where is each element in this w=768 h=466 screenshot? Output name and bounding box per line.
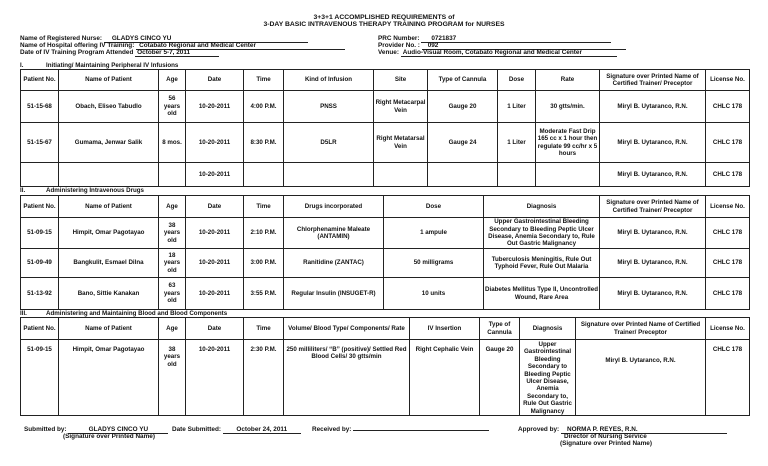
column-header: Type of Cannula xyxy=(428,70,498,91)
column-header: Signature over Printed Name of Certified Trainer/ Preceptor xyxy=(600,70,706,91)
table-cell: 8 mos. xyxy=(159,123,186,163)
table-cell: 2:30 P.M. xyxy=(244,340,284,416)
table-cell xyxy=(284,163,374,187)
table-cell: 1 Liter xyxy=(498,91,536,123)
table-cell: PNSS xyxy=(284,91,374,123)
table-cell: Obach, Eliseo Tabudlo xyxy=(59,91,159,123)
table-cell: 2:10 P.M. xyxy=(244,218,284,249)
table-row xyxy=(21,123,750,163)
training-date-value: October 5-7, 2011 xyxy=(135,49,219,57)
column-header: License No. xyxy=(706,318,750,340)
training-date-label: Date of IV Training Program Attended xyxy=(20,49,134,56)
approved-by-title: Director of Nursing Service xyxy=(564,433,647,440)
table-cell: 18 years old xyxy=(159,249,186,278)
table-row xyxy=(21,249,750,278)
column-header: Signature over Printed Name of Certified Trainer/ Preceptor xyxy=(600,196,706,218)
table-cell: Regular Insulin (INSUGET-R) xyxy=(284,278,384,310)
column-header: Date xyxy=(186,196,244,218)
table-cell: Chlorphenamine Maleate (ANTAMIN) xyxy=(284,218,384,249)
venue-value: Audio-Visual Room, Cotabato Regional and Medical Center xyxy=(401,49,617,57)
section-3-label: Administering and Maintaining Blood and Blood Components xyxy=(46,310,228,317)
column-header: Kind of Infusion xyxy=(284,70,374,91)
hospital-label: Name of Hospital offering IV Training: xyxy=(20,42,135,49)
column-header: Patient No. xyxy=(21,318,59,340)
table-row xyxy=(21,340,750,416)
section-1-label: Initiating/ Maintaining Peripheral IV Infusions xyxy=(46,62,179,69)
table-cell: Right Metatarsal Vein xyxy=(374,123,428,163)
table-cell: 10-20-2011 xyxy=(186,249,244,278)
column-header: Time xyxy=(244,196,284,218)
column-header: Patient No. xyxy=(21,70,59,91)
table-cell: 38 years old xyxy=(159,340,186,416)
submitted-by-value: GLADYS CINCO YU xyxy=(68,426,168,434)
table-cell: CHLC 178 xyxy=(706,163,750,187)
column-header: Name of Patient xyxy=(59,318,159,340)
table-cell: CHLC 178 xyxy=(706,249,750,278)
column-header: Name of Patient xyxy=(59,70,159,91)
table-cell xyxy=(59,163,159,187)
column-header: Date xyxy=(186,318,244,340)
section-2-heading xyxy=(20,187,144,194)
table-cell: 56 years old xyxy=(159,91,186,123)
table-row xyxy=(21,91,750,123)
table-cell: 10-20-2011 xyxy=(186,340,244,416)
table-cell: 51-15-68 xyxy=(21,91,59,123)
table-cell: 10-20-2011 xyxy=(186,123,244,163)
received-by-line xyxy=(353,430,489,431)
table-cell: Miryl B. Uytaranco, R.N. xyxy=(600,218,706,249)
table-cell: Right Cephalic Vein xyxy=(410,340,480,416)
table-cell xyxy=(374,163,428,187)
received-by-row xyxy=(312,426,489,433)
table-cell: Miryl B. Uytaranco, R.N. xyxy=(600,123,706,163)
table-cell: CHLC 178 xyxy=(706,218,750,249)
date-submitted-value: October 24, 2011 xyxy=(223,426,301,434)
table-header-row xyxy=(21,70,750,91)
table-cell xyxy=(21,163,59,187)
table-cell: Gumama, Jenwar Salik xyxy=(59,123,159,163)
column-header: Time xyxy=(244,70,284,91)
column-header: Signature over Printed Name of Certified Trainer/ Preceptor xyxy=(576,318,706,340)
table-cell: Diabetes Mellitus Type II, Uncontrolled Wound, Rare Area xyxy=(484,278,600,310)
section-2-label: Administering Intravenous Drugs xyxy=(46,187,144,194)
table-cell: CHLC 178 xyxy=(706,123,750,163)
column-header: Dose xyxy=(384,196,484,218)
table-cell: 3:55 P.M. xyxy=(244,278,284,310)
approved-by-caption: (Signature over Printed Name) xyxy=(560,440,652,447)
table-cell: 38 years old xyxy=(159,218,186,249)
table-cell: Miryl B. Uytaranco, R.N. xyxy=(600,249,706,278)
section-3-number: III. xyxy=(20,310,27,317)
table-cell: Bano, Sittie Kanakan xyxy=(59,278,159,310)
table-cell: 63 years old xyxy=(159,278,186,310)
table-cell: 51-15-67 xyxy=(21,123,59,163)
column-header: Site xyxy=(374,70,428,91)
prc-value: 0721837 xyxy=(421,35,611,43)
table-cell: Ranitidine (ZANTAC) xyxy=(284,249,384,278)
table-header-row xyxy=(21,318,750,340)
column-header: Age xyxy=(159,70,186,91)
column-header: Volume/ Blood Type/ Components/ Rate xyxy=(284,318,410,340)
section-2-number: II. xyxy=(20,187,26,194)
table-cell: Gauge 24 xyxy=(428,123,498,163)
table-cell: 30 gtts/min. xyxy=(536,91,600,123)
column-header: Age xyxy=(159,196,186,218)
table-cell: 10-20-2011 xyxy=(186,163,244,187)
table-cell: 51-09-49 xyxy=(21,249,59,278)
table-cell: CHLC 178 xyxy=(706,278,750,310)
table-cell xyxy=(244,163,284,187)
column-header: Drugs incorporated xyxy=(284,196,384,218)
section-3-heading xyxy=(20,310,227,317)
table-cell: 1 Liter xyxy=(498,123,536,163)
table-header-row xyxy=(21,196,750,218)
table-cell: Moderate Fast Drip 165 cc x 1 hour then regulate 99 cc/hr x 5 hours xyxy=(536,123,600,163)
approved-by-value: NORMA P. REYES, R.N. xyxy=(561,426,727,434)
column-header: Patient No. xyxy=(21,196,59,218)
table-cell: CHLC 178 xyxy=(706,91,750,123)
hospital-value: Cotabato Regional and Medical Center xyxy=(136,42,345,50)
table-cell: D5LR xyxy=(284,123,374,163)
document-title-line2: 3-DAY BASIC INTRAVENOUS THERAPY TRAINING PROGRAM for NURSES xyxy=(263,21,505,28)
table-cell: 51-13-92 xyxy=(21,278,59,310)
table-cell: Gauge 20 xyxy=(480,340,520,416)
approved-by-label: Approved by: xyxy=(518,426,560,433)
received-by-label: Received by: xyxy=(312,426,352,433)
table-cell xyxy=(428,163,498,187)
table-cell: CHLC 178 xyxy=(706,340,750,416)
table-cell: 51-09-15 xyxy=(21,218,59,249)
table-cell: 4:00 P.M. xyxy=(244,91,284,123)
prc-label: PRC Number: xyxy=(378,35,420,42)
blood-components-table xyxy=(20,317,750,416)
date-submitted-row xyxy=(172,426,301,434)
table-cell: Upper Gastrointestinal Bleeding Secondary to Bleeding Peptic Ulcer Disease, Anemia Secondary to, Rule Out Gastric Malignancy xyxy=(520,340,576,416)
column-header: IV Insertion xyxy=(410,318,480,340)
column-header: Dose xyxy=(498,70,536,91)
table-cell: 51-09-15 xyxy=(21,340,59,416)
table-cell: 10-20-2011 xyxy=(186,91,244,123)
column-header: Date xyxy=(186,70,244,91)
infusion-table xyxy=(20,69,750,187)
table-cell: Bangkulit, Esmael Dilna xyxy=(59,249,159,278)
drugs-table xyxy=(20,195,750,310)
table-cell: 10 units xyxy=(384,278,484,310)
column-header: Time xyxy=(244,318,284,340)
column-header: Type of Cannula xyxy=(480,318,520,340)
document-title-line1: 3+3+1 ACCOMPLISHED REQUIREMENTS of xyxy=(313,14,455,21)
table-cell: 10-20-2011 xyxy=(186,278,244,310)
nurse-name-value: GLADYS CINCO YU xyxy=(104,35,308,43)
table-cell: Miryl B. Uytaranco, R.N. xyxy=(600,91,706,123)
table-cell: Gauge 20 xyxy=(428,91,498,123)
column-header: License No. xyxy=(706,70,750,91)
column-header: Rate xyxy=(536,70,600,91)
column-header: Diagnosis xyxy=(484,196,600,218)
table-cell: 1 ampule xyxy=(384,218,484,249)
table-cell xyxy=(498,163,536,187)
table-cell xyxy=(536,163,600,187)
column-header: License No. xyxy=(706,196,750,218)
table-row xyxy=(21,163,750,187)
table-cell: Miryl B. Uytaranco, R.N. xyxy=(600,278,706,310)
table-row xyxy=(21,278,750,310)
column-header: Age xyxy=(159,318,186,340)
date-submitted-label: Date Submitted: xyxy=(172,426,221,433)
table-cell: Upper Gastrointestinal Bleeding Secondary to Bleeding Peptic Ulcer Disease, Anemia Secondary to, Rule Out Gastric Malignancy xyxy=(484,218,600,249)
column-header: Name of Patient xyxy=(59,196,159,218)
table-cell: Tuberculosis Meningitis, Rule Out Typhoid Fever, Rule Out Malaria xyxy=(484,249,600,278)
table-cell: Right Metacarpal Vein xyxy=(374,91,428,123)
provider-label: Provider No. : xyxy=(378,42,420,49)
provider-value: 092 xyxy=(422,42,626,50)
submitted-by-caption: (Signature over Printed Name) xyxy=(63,433,155,440)
table-cell: Miryl B. Uytaranco, R.N. xyxy=(576,340,706,416)
table-cell xyxy=(159,163,186,187)
column-header: Diagnosis xyxy=(520,318,576,340)
table-cell: 8:30 P.M. xyxy=(244,123,284,163)
table-cell: Himpit, Omar Pagotayao xyxy=(59,218,159,249)
nurse-name-label: Name of Registered Nurse: xyxy=(20,35,103,42)
table-cell: 250 milliliters/ “B” (positive)/ Settled Red Blood Cells/ 30 gtts/min xyxy=(284,340,410,416)
table-cell: Himpit, Omar Pagotayao xyxy=(59,340,159,416)
table-row xyxy=(21,218,750,249)
table-cell: Miryl B. Uytaranco, R.N. xyxy=(600,163,706,187)
training-date-row xyxy=(20,49,219,57)
venue-label: Venue: xyxy=(378,49,399,56)
venue-row xyxy=(378,49,617,57)
submitted-by-label: Submitted by: xyxy=(24,426,67,433)
table-cell: 10-20-2011 xyxy=(186,218,244,249)
table-cell: 50 milligrams xyxy=(384,249,484,278)
table-cell: 3:00 P.M. xyxy=(244,249,284,278)
section-1-number: I. xyxy=(20,62,24,69)
section-1-heading xyxy=(20,62,178,69)
